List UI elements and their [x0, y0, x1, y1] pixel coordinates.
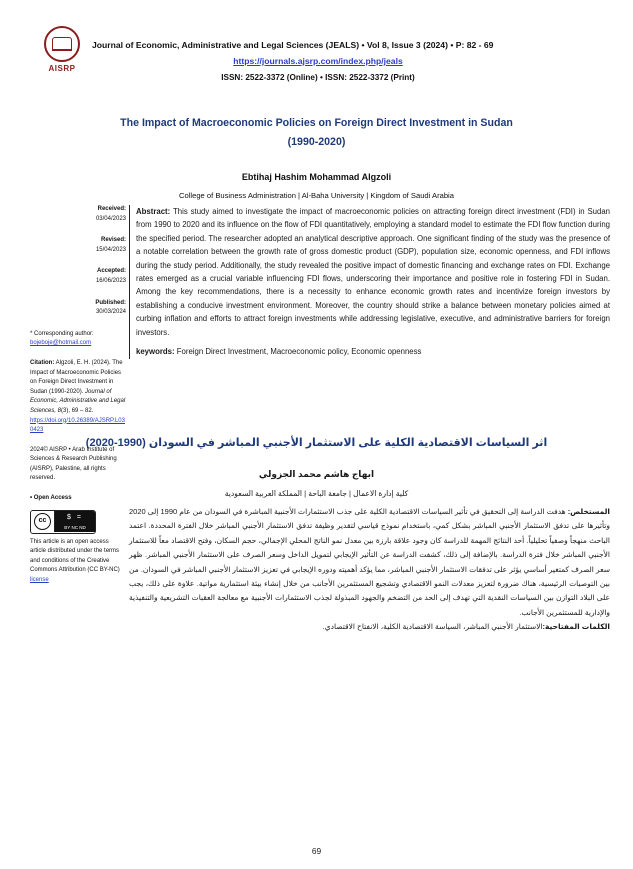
arabic-keywords-text: الاستثمار الأجنبي المباشر، السياسة الاقتصادية الكلية، الانفتاح الاقتصادي.	[322, 622, 543, 632]
arabic-keywords-label: الكلمات المفتاحية:	[542, 622, 610, 632]
copyright-notice: 2024© AISRP • Arab Institute of Sciences & Research Publishing (AISRP), Palestine, all rights reserved.	[30, 446, 117, 482]
license-statement	[30, 538, 126, 586]
citation-text: Algzoli, E. H. (2024). The Impact of Macroeconomic Policies on Foreign Direct Investment in Sudan (1990-2020).	[30, 359, 123, 395]
published-value: 30/03/2024	[95, 309, 126, 316]
keywords-label: keywords:	[136, 347, 175, 357]
license-link[interactable]: license	[30, 577, 49, 584]
citation-block	[30, 359, 126, 436]
abstract-label: Abstract:	[136, 207, 171, 216]
arabic-abstract	[129, 505, 610, 635]
arabic-abstract-paragraph	[129, 505, 610, 620]
arabic-affiliation: كلية إدارة الاعمال | جامعة الباحة | المملكة العربية السعودية	[224, 489, 409, 498]
corresponding-label: * Corresponding author:	[30, 330, 94, 337]
accepted-date	[30, 267, 126, 286]
abstract-text: This study aimed to investigate the impact of macroeconomic policies on attracting foreign direct investment (FDI) in Sudan from 1990 to 2020 and its influence on the flow of FDI quantitatively, employing a standard model to estimate the FDI flow function during the specified period. The researcher adopted an analytical descriptive approach. One significant finding of the study was the presence of a notable correlation between the growth rate of gross domestic product (GDP), population size, economic openness, and FDI inflows during the study period. Additionally, the study revealed the positive impact of domestic financing and exchange rates on FDI. Exchange rates emerged as a crucial variable influencing FDI flows, underscoring their importance and positive role in fostering FDI in Sudan. Among the key recommendations, there is a necessity to enhance economic growth rates and incentivize foreign investors by establishing a conducive investment environment. Moreover, the country should strike a balance between monetary policies aimed at curbing inflation and efforts to attract foreign investments while addressing legislative, executive, and administrative barriers for foreign investors.	[136, 207, 610, 337]
page-number: 69	[311, 846, 322, 856]
paper-title-line-2: (1990-2020)	[287, 135, 346, 148]
journal-info: Journal of Economic, Administrative and Legal Sciences (JEALS) • Vol 8, Issue 3 (2024) • P: 82 - 69	[92, 40, 494, 50]
arabic-keywords-line	[129, 620, 610, 634]
paper-title	[60, 114, 573, 151]
accepted-value: 16/06/2023	[95, 277, 126, 284]
citation-journal: Journal of Economic, Administrative and Legal Sciences, 8	[30, 388, 126, 414]
arabic-title: اثر السياسات الاقتصادية الكلية على الاستثمار الأجنبي المباشر في السودان (1990-2020)	[85, 437, 548, 449]
corresponding-email-link[interactable]: bojeboje@hotmail.com	[30, 340, 92, 347]
keywords-line	[136, 346, 610, 358]
citation-label: Citation:	[30, 359, 55, 366]
journal-url-link[interactable]: https://journals.ajsrp.com/index.php/jeals	[233, 56, 403, 66]
abstract-paragraph	[136, 205, 610, 339]
open-access-label: • Open Access	[30, 495, 72, 502]
open-book-icon	[52, 37, 72, 51]
arabic-author-name: ابهاج هاشم محمد الجزولي	[258, 469, 375, 479]
issn-line: ISSN: 2522-3372 (Online) • ISSN: 2522-3372 (Print)	[221, 73, 415, 82]
published-label: Published:	[95, 299, 126, 306]
received-value: 03/04/2023	[95, 215, 126, 222]
keywords-text: Foreign Direct Investment, Macroeconomic policy, Economic openness	[174, 347, 422, 357]
revised-date	[30, 236, 126, 255]
english-abstract	[129, 205, 610, 359]
license-text: This article is an open access article distributed under the terms and conditions of the Creative Commons Attribution (CC BY-NC)	[30, 538, 120, 574]
creative-commons-badge[interactable]	[30, 510, 96, 534]
author-name: Ebtihaj Hashim Mohammad Algzoli	[241, 172, 392, 182]
cc-icon	[31, 511, 55, 532]
cc-glyphs: $ =	[67, 514, 83, 522]
published-date	[30, 299, 126, 318]
arabic-abstract-text: هدفت الدراسة إلى التحقيق في تأثير السياسات الاقتصادية الكلية على جذب الاستثمارات الأجنبية المباشرة في السودان من عام 1990 إلى 2020 وتأثيرها على تدفق الاستثمار الأجنبي المباشر بشكل كمي، باستخدام نموذج قياسي لتقدير وظيفة تدفق الاستثمار الأجنبي المباشر خلال الفترة المحددة. اعتمد الباحث منهجاً وصفياً تحليلياً. أحد النتائج المهمة للدراسة كان وجود علاقة بارزة بين معدل نمو الناتج المحلي الإجمالي، حجم السكان، وفتح الاقتصاد معاً للاستثمار الأجنبي المباشر خلال فترة الدراسة. بالإضافة إلى ذلك، كشفت الدراسة عن التأثير الإيجابي لتمويل الداخل وسعر الصرف على الاستثمار الأجنبي المباشر. ظهر سعر الصرف كمتغير أساسي يؤثر على تدفقات الاستثمار الأجنبي المباشر، مما يؤكد أهميته ودوره الإيجابي في تعزيز الاستثمار الأجنبي المباشر في السودان. من بين التوصيات الرئيسية، هناك ضرورة لتعزيز معدلات النمو الاقتصادي وتشجيع المستثمرين الأجانب من خلال إنشاء بيئة استثمارية مواتية. علاوة على ذلك، يجب على البلاد التوازن بين السياسات النقدية التي تهدف إلى الحد من التضخم والجهود المبذولة لجذب الاستثمارات الأجنبية مع معالجة العقبات التشريعية والتنفيذية والإدارية للمستثمرين الأجانب.	[129, 507, 610, 617]
doi-link[interactable]: https://doi.org/10.26389/AJSRP.L030423	[30, 417, 125, 434]
journal-header	[24, 18, 612, 98]
by-nc-nd-icon	[55, 511, 95, 532]
revised-label: Revised:	[100, 237, 126, 244]
received-date	[30, 205, 126, 224]
accepted-label: Accepted:	[96, 268, 126, 275]
corresponding-author	[30, 330, 126, 349]
article-sidebar	[30, 205, 126, 586]
author-affiliation: College of Business Administration | Al-Baha University | Kingdom of Saudi Arabia	[179, 191, 454, 200]
paper-title-line-1: The Impact of Macroeconomic Policies on Foreign Direct Investment in Sudan	[120, 117, 513, 129]
citation-pages: (3), 69 – 82.	[61, 407, 94, 414]
cc-icons-text: BY NC ND	[64, 524, 86, 530]
arabic-abstract-label: المستخلص:	[567, 507, 610, 516]
revised-value: 15/04/2023	[95, 246, 126, 253]
received-label: Received:	[97, 206, 126, 212]
logo-text: AISRP	[48, 64, 76, 73]
cc-mark: cc	[34, 513, 51, 530]
